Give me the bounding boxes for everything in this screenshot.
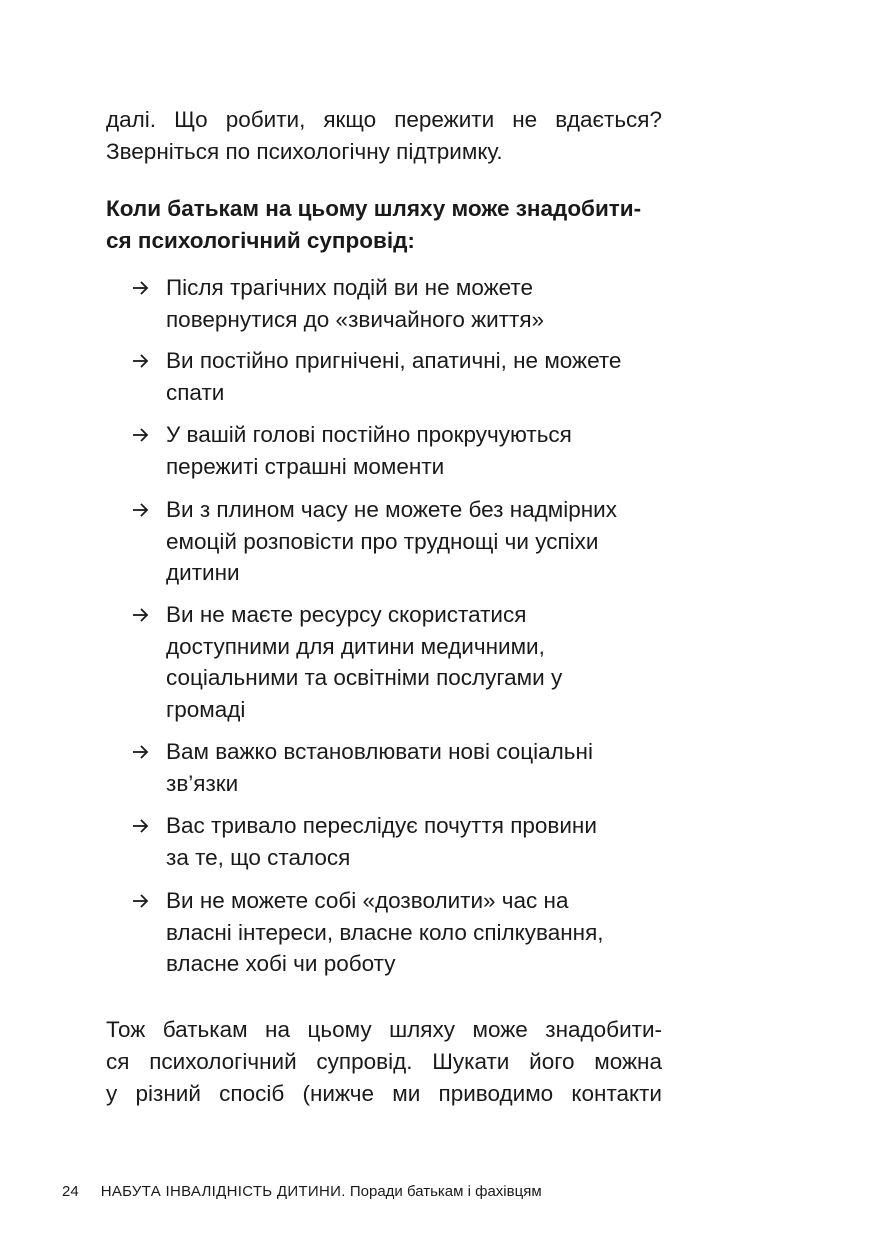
list-item-line: Вас тривало переслідує почуття провини <box>166 813 597 838</box>
paragraph-line: у різний спосіб (нижче ми приводимо контакти <box>106 1081 662 1106</box>
list-item-line: власне хобі чи роботу <box>166 951 396 976</box>
intro-paragraph <box>106 104 662 168</box>
arrow-right-icon <box>130 810 152 842</box>
heading-line: Коли батькам на цьому шляху може знадобити- <box>106 196 642 221</box>
list-item-line: У вашій голові постійно прокручуються <box>166 422 572 447</box>
arrow-right-icon <box>130 345 152 377</box>
list-item-line: Вам важко встановлювати нові соціальні <box>166 739 593 764</box>
heading-line: ся психологічний супровід: <box>106 228 415 253</box>
list-item-line: власні інтереси, власне коло спілкування, <box>166 919 604 945</box>
list-item-text <box>166 494 686 589</box>
list-item-line: зв’язки <box>166 770 239 796</box>
list-item-line: доступними для дитини медичними, <box>166 633 545 659</box>
paragraph-line: Зверніться по психологічну підтримку. <box>106 139 503 164</box>
list-item-text <box>166 736 686 799</box>
section-heading <box>106 193 666 257</box>
arrow-right-icon <box>130 885 152 917</box>
page-footer <box>62 1182 542 1202</box>
list-item-line: Ви постійно пригнічені, апатичні, не можете <box>166 348 622 373</box>
list-item-line: Після трагічних подій ви не можете <box>166 275 533 300</box>
list-item-line: Ви з плином часу не можете без надмірних <box>166 497 617 522</box>
list-item-line: пережиті страшні моменти <box>166 453 445 479</box>
list-item-line: емоцій розповісти про труднощі чи успіхи <box>166 528 599 554</box>
closing-paragraph <box>106 1014 662 1110</box>
paragraph-line: ся психологічний супровід. Шукати його можна <box>106 1049 662 1074</box>
list-item-line: соціальними та освітніми послугами у <box>166 665 563 690</box>
list-item-line: за те, що сталося <box>166 844 351 870</box>
arrow-right-icon <box>130 494 152 526</box>
list-item-line: повернутися до «звичайного життя» <box>166 306 545 332</box>
list-item-text <box>166 345 686 408</box>
list-item-line: спати <box>166 379 225 405</box>
list-item-text <box>166 810 686 873</box>
page-number: 24 <box>62 1183 79 1200</box>
list-item-line: дитини <box>166 560 240 585</box>
list-item-line: Ви не маєте ресурсу скористатися <box>166 602 527 627</box>
list-item-line: Ви не можете собі «дозволити» час на <box>166 888 569 913</box>
footer-subtitle: Поради батькам і фахівцям <box>349 1183 542 1200</box>
arrow-right-icon <box>130 419 152 451</box>
arrow-right-icon <box>130 736 152 768</box>
arrow-right-icon <box>130 272 152 304</box>
list-item-text <box>166 885 686 980</box>
footer-title: НАБУТА ІНВАЛІДНІСТЬ ДИТИНИ. <box>100 1183 346 1200</box>
list-item-text <box>166 419 686 482</box>
paragraph-line: Тож батькам на цьому шляху може знадобити- <box>106 1017 662 1042</box>
list-item-line: громаді <box>166 696 246 722</box>
paragraph-line: далі. Що робити, якщо пережити не вдається? <box>106 107 662 132</box>
arrow-right-icon <box>130 599 152 631</box>
list-item-text <box>166 272 686 335</box>
list-item-text <box>166 599 686 725</box>
